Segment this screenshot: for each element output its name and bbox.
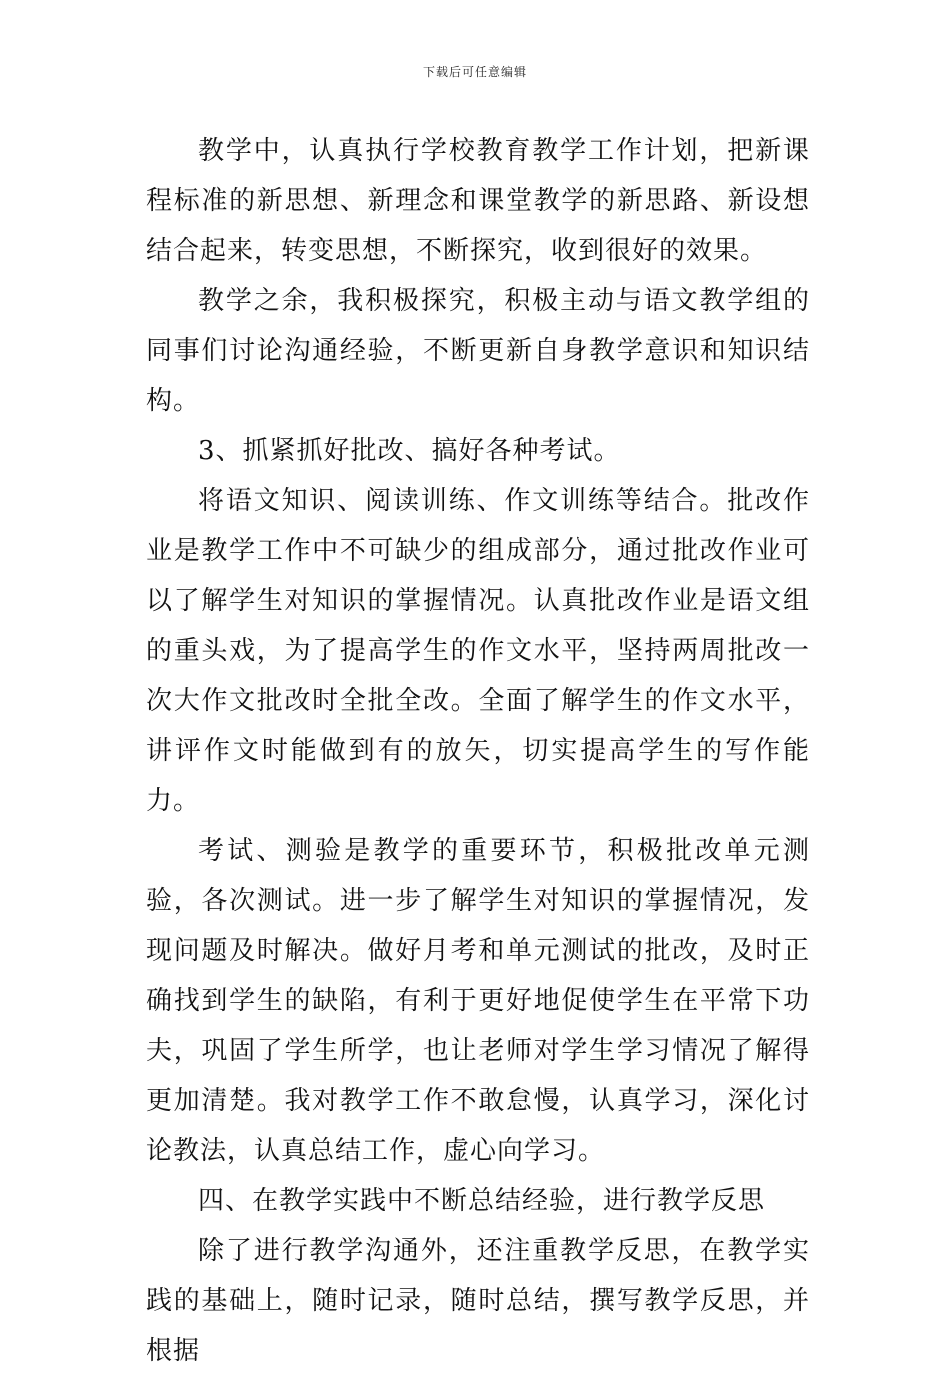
paragraph-reflection: 除了进行教学沟通外，还注重教学反思，在教学实践的基础上，随时记录，随时总结，撰写教学反思，并根据 — [146, 1236, 810, 1366]
paragraph-homework-grading: 将语文知识、阅读训练、作文训练等结合。批改作业是教学工作中不可缺少的组成部分，通过批改作业可以了解学生对知识的掌握情况。认真批改作业是语文组的重头戏，为了提高学生的作文水平，坚持两周批改一次大作文批改时全批全改。全面了解学生的作文水平，讲评作文时能做到有的放矢，切实提高学生的写作能力。 — [146, 486, 810, 816]
paragraph-teaching-plan: 教学中，认真执行学校教育教学工作计划，把新课程标准的新思想、新理念和课堂教学的新思路、新设想结合起来，转变思想，不断探究，收到很好的效果。 — [146, 136, 810, 266]
paragraph-heading-reflection: 四、在教学实践中不断总结经验，进行教学反思 — [198, 1186, 766, 1216]
body-text — [146, 126, 810, 1376]
paragraph-heading-grading: 3、抓紧抓好批改、搞好各种考试。 — [198, 436, 621, 466]
paragraph-exploration: 教学之余，我积极探究，积极主动与语文教学组的同事们讨论沟通经验，不断更新自身教学意识和知识结构。 — [146, 286, 810, 416]
paragraph-exams: 考试、测验是教学的重要环节，积极批改单元测验，各次测试。进一步了解学生对知识的掌握情况，发现问题及时解决。做好月考和单元测试的批改，及时正确找到学生的缺陷，有利于更好地促使学生在平常下功夫，巩固了学生所学，也让老师对学生学习情况了解得更加清楚。我对教学工作不敢怠慢，认真学习，深化讨论教法，认真总结工作，虚心向学习。 — [146, 836, 810, 1166]
header-note: 下载后可任意编辑 — [422, 65, 527, 79]
